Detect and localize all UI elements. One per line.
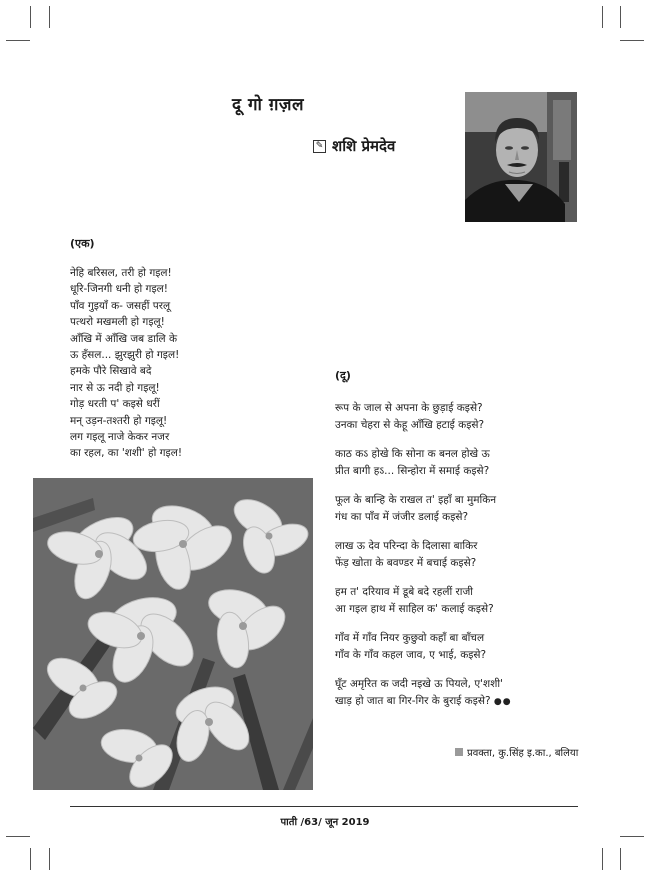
poem-line: गंध का पाँव में जंजीर डलाई कइसे? — [335, 510, 469, 523]
poem-two — [335, 400, 512, 722]
credit-text: प्रवक्ता, कु.सिंह इ.का., बलिया — [467, 748, 579, 759]
section-two-heading: (दू) — [335, 369, 351, 382]
couplet — [335, 446, 512, 479]
crop-mark — [6, 836, 30, 837]
crop-mark — [49, 6, 50, 28]
poem-line: काठ कऽ होखे कि सोना क बनल होखे ऊ — [335, 448, 490, 460]
author-name: शशि प्रेमदेव — [332, 137, 396, 155]
poem-line: पाँव गुइयाँ क- जसहीं परलू — [70, 299, 171, 312]
poem-line: घूँट अमृरित क जदी नइखे ऊ पियले, ए'शशी' — [335, 678, 503, 690]
poem-line: लाख ऊ देव परिन्दा के दिलासा बाकिर — [335, 540, 478, 552]
poem-line: मन् उड़न-तश्तरी हो गइलू! — [70, 414, 168, 427]
poem-line: ऊ हँसल... झुरझुरी हो गइल! — [70, 348, 180, 361]
end-mark: ●● — [493, 696, 512, 707]
crop-mark — [620, 836, 644, 837]
poem-line — [335, 693, 512, 710]
couplet — [335, 584, 512, 617]
couplet — [335, 400, 512, 433]
poem-line-text: खाड़ हो जात बा गिर-गिर के बुराई कइसे? — [335, 694, 491, 707]
crop-mark — [620, 848, 621, 870]
couplet — [335, 630, 512, 663]
poem-line: लग गइलू नाजे केकर नजर — [70, 430, 170, 443]
poem-line: गोड़ धरती प' कइसे धरीं — [70, 398, 160, 411]
footer-divider — [70, 806, 578, 807]
poem-line: हमके पौरे सिखावे बदे — [70, 365, 152, 378]
crop-mark — [620, 40, 644, 41]
poem-one — [70, 265, 182, 462]
poem-line: आ गइल हाथ में साहिल क' कलाई कइसे? — [335, 602, 494, 615]
author-credit — [455, 745, 578, 759]
poem-line: पत्थरो मखमली हो गइलू! — [70, 316, 165, 329]
pen-icon: ✎ — [313, 140, 326, 153]
crop-mark — [30, 6, 31, 28]
poem-line: फेंड़ खोता के बवण्डर में बचाई कइसे? — [335, 556, 477, 569]
poem-line: गाँव के गाँव कहल जाव, ए भाई, कइसे? — [335, 648, 487, 661]
poem-line: गाँव में गाँव नियर कुछुवो कहाँ बा बाँचल — [335, 632, 485, 644]
couplet — [335, 492, 512, 525]
couplet — [335, 538, 512, 571]
flower-photo — [33, 478, 313, 790]
crop-mark — [49, 848, 50, 870]
couplet — [335, 676, 512, 709]
poem-line: रूप के जाल से अपना के छुड़ाई कइसे? — [335, 402, 483, 414]
poem-line: आँखि में आँखि जब डालि के — [70, 332, 178, 345]
crop-mark — [602, 848, 603, 870]
poem-line: हम त' दरियाव में डूबे बदे रहलीं राजी — [335, 586, 474, 598]
crop-mark — [6, 40, 30, 41]
author-photo — [465, 92, 577, 222]
poem-line: का रहल, का 'शशी' हो गइल! — [70, 447, 183, 460]
poem-line: नेहि बरिसल, तरी हो गइल! — [70, 267, 172, 279]
poem-line: प्रीत बागी हऽ... सिन्होरा में समाई कइसे? — [335, 464, 490, 477]
poem-line: नार से ऊ नदी हो गइलू! — [70, 381, 160, 394]
author-byline — [313, 136, 395, 156]
square-bullet-icon — [455, 748, 463, 756]
page-title: दू गो ग़ज़ल — [232, 95, 305, 115]
crop-mark — [602, 6, 603, 28]
crop-mark — [620, 6, 621, 28]
crop-mark — [30, 848, 31, 870]
poem-line: फूल के बान्हि के राखल त' इहाँ बा मुमकिन — [335, 494, 497, 506]
section-one-heading: (एक) — [70, 237, 95, 250]
page-footer: पाती /63/ जून 2019 — [280, 817, 370, 828]
poem-line: धूरि-जिनगी धनी हो गइल! — [70, 283, 168, 296]
poem-line: उनका चेहरा से केहू आँखि हटाई कइसे? — [335, 418, 485, 431]
